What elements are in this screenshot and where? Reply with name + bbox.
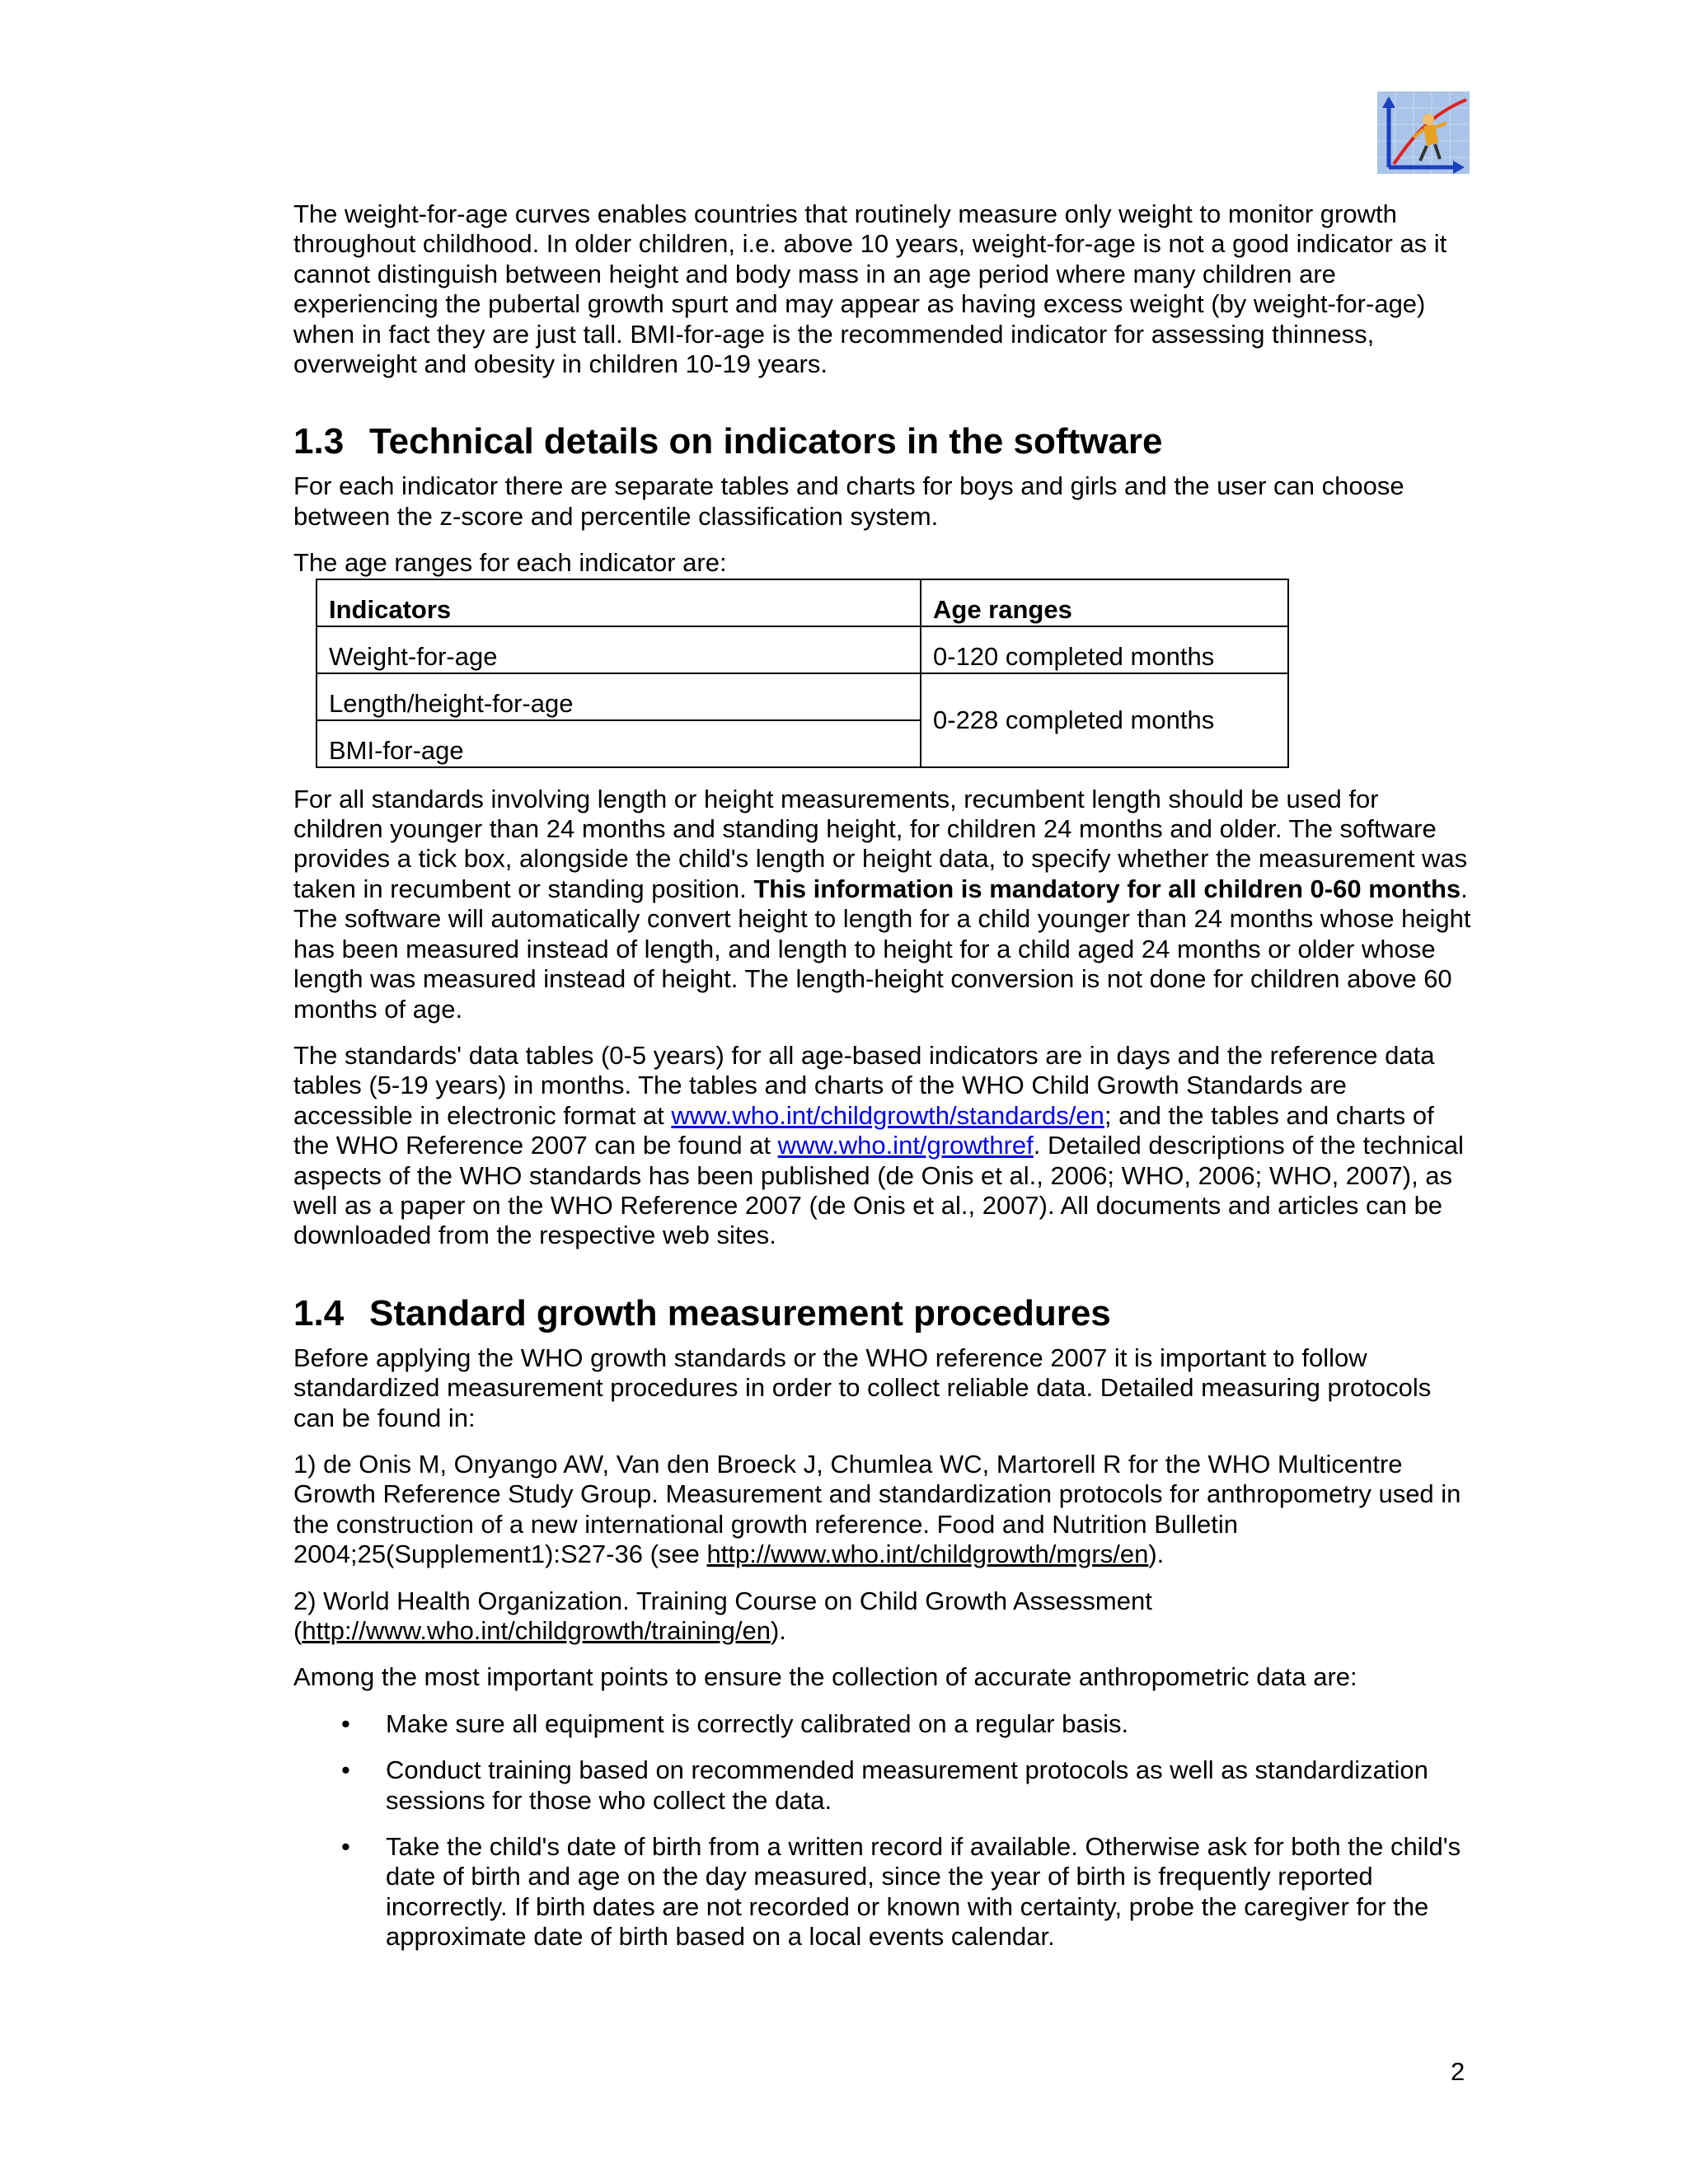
text-run: 1) de Onis M, Onyango AW, Van den Broeck J, Chumlea WC, Martorell R for the WHO Multicentre Growth Reference Study Group. Measurement and standardization protocols for anthropometry used in the construction of a new international growth reference. Food and Nutrition Bulletin 2004;25(Supplement1):S27-36 (see	[293, 1449, 1461, 1569]
text-run: The standards' data tables (0-5 years) for all age-based indicators are in days and the reference data tables (5-19 years) in months. The tables and charts of the WHO Child Growth Standards are accessible in electronic format at	[293, 1040, 1435, 1130]
table-cell: Length/height-for-age	[316, 673, 921, 720]
table-cell: 0-228 completed months	[921, 673, 1288, 767]
list-item	[293, 1709, 1472, 1739]
list-item-text: Make sure all equipment is correctly calibrated on a regular basis.	[386, 1708, 1129, 1738]
table-header-cell: Indicators	[316, 579, 921, 626]
bullet-icon: •	[341, 1708, 350, 1738]
table-cell: Weight-for-age	[316, 626, 921, 673]
section-1-4-heading	[293, 1292, 1472, 1335]
section-title: Standard growth measurement procedures	[369, 1292, 1111, 1333]
training-link[interactable]: http://www.who.int/childgrowth/training/en	[302, 1616, 771, 1645]
list-item	[293, 1832, 1472, 1952]
bold-text: This information is mandatory for all children 0-60 months	[753, 874, 1461, 903]
length-height-paragraph	[293, 785, 1472, 1024]
section-number: 1.3	[293, 421, 345, 462]
text-run: ).	[1148, 1540, 1165, 1569]
list-item	[293, 1755, 1472, 1816]
table-cell: BMI-for-age	[316, 720, 921, 767]
page-number: 2	[1451, 2057, 1465, 2086]
data-tables-paragraph	[293, 1041, 1472, 1251]
section-title: Technical details on indicators in the software	[369, 421, 1163, 462]
table-header-cell: Age ranges	[921, 579, 1288, 626]
bullet-icon: •	[341, 1832, 350, 1862]
reference-1	[293, 1450, 1472, 1570]
mgrs-link[interactable]: http://www.who.int/childgrowth/mgrs/en	[706, 1540, 1149, 1569]
table-row	[316, 626, 1288, 673]
text-run: 2) World Health Organization. Training Course on Child Growth Assessment (	[293, 1586, 1152, 1645]
paragraph: Among the most important points to ensure the collection of accurate anthropometric data are:	[293, 1662, 1357, 1692]
paragraph: The age ranges for each indicator are:	[293, 548, 727, 578]
text-run: For all standards involving length or height measurements, recumbent length should be used for children younger than 24 months and standing height, for children 24 months and older. The software provides a tick box, alongside the child's length or height data, to specify whether the measurement was taken in recumbent or standing position.	[293, 784, 1468, 903]
intro-paragraph: The weight-for-age curves enables countries that routinely measure only weight to monitor growth throughout childhood. In older children, i.e. above 10 years, weight-for-age is not a good indicator as it cannot distinguish between height and body mass in an age period where many children are experiencing the pubertal growth spurt and may appear as having excess weight (by weight-for-age) when in fact they are just tall. BMI-for-age is the recommended indicator for assessing thinness, overweight and obesity in children 10-19 years.	[293, 199, 1447, 379]
growth-chart-logo-icon	[1377, 91, 1470, 174]
paragraph: For each indicator there are separate tables and charts for boys and girls and the user can choose between the z-score and percentile classification system.	[293, 471, 1404, 531]
bullet-icon: •	[341, 1755, 350, 1785]
reference-2	[293, 1586, 1472, 1647]
age-ranges-table	[316, 579, 1289, 768]
text-run: . Detailed descriptions of the technical aspects of the WHO standards has been published (de Onis et al., 2006; WHO, 2006; WHO, 2007), as well as a paper on the WHO Reference 2007 (de Onis et al., 2007). All documents and articles can be downloaded from the respective web sites.	[293, 1131, 1464, 1250]
text-run: ).	[770, 1616, 786, 1645]
table-header-row	[316, 579, 1288, 626]
list-item-text: Take the child's date of birth from a written record if available. Otherwise ask for both the child's date of birth and age on the day measured, since the year of birth is frequently reported incorrectly. If birth dates are not recorded or known with certainty, probe the caregiver for the approximate date of birth based on a local events calendar.	[386, 1832, 1461, 1952]
text-run: ; and the tables and charts of the WHO Reference 2007 can be found at	[293, 1100, 1434, 1160]
document-content	[293, 199, 1472, 1969]
standards-link[interactable]: www.who.int/childgrowth/standards/en	[671, 1100, 1104, 1130]
growthref-link[interactable]: www.who.int/growthref	[777, 1131, 1034, 1160]
table-row	[316, 673, 1288, 720]
section-1-3-heading	[293, 420, 1472, 463]
paragraph: Before applying the WHO growth standards or the WHO reference 2007 it is important to follow standardized measurement procedures in order to collect reliable data. Detailed measuring protocols can be found in:	[293, 1343, 1432, 1432]
table-cell: 0-120 completed months	[921, 626, 1288, 673]
list-item-text: Conduct training based on recommended measurement protocols as well as standardization sessions for those who collect the data.	[386, 1755, 1428, 1815]
section-number: 1.4	[293, 1292, 345, 1333]
text-run: . The software will automatically convert height to length for a child younger than 24 months whose height has been measured instead of length, and length to height for a child aged 24 months or older whose length was measured instead of height. The length-height conversion is not done for children above 60 months of age.	[293, 874, 1471, 1024]
bullet-list	[293, 1709, 1472, 1952]
